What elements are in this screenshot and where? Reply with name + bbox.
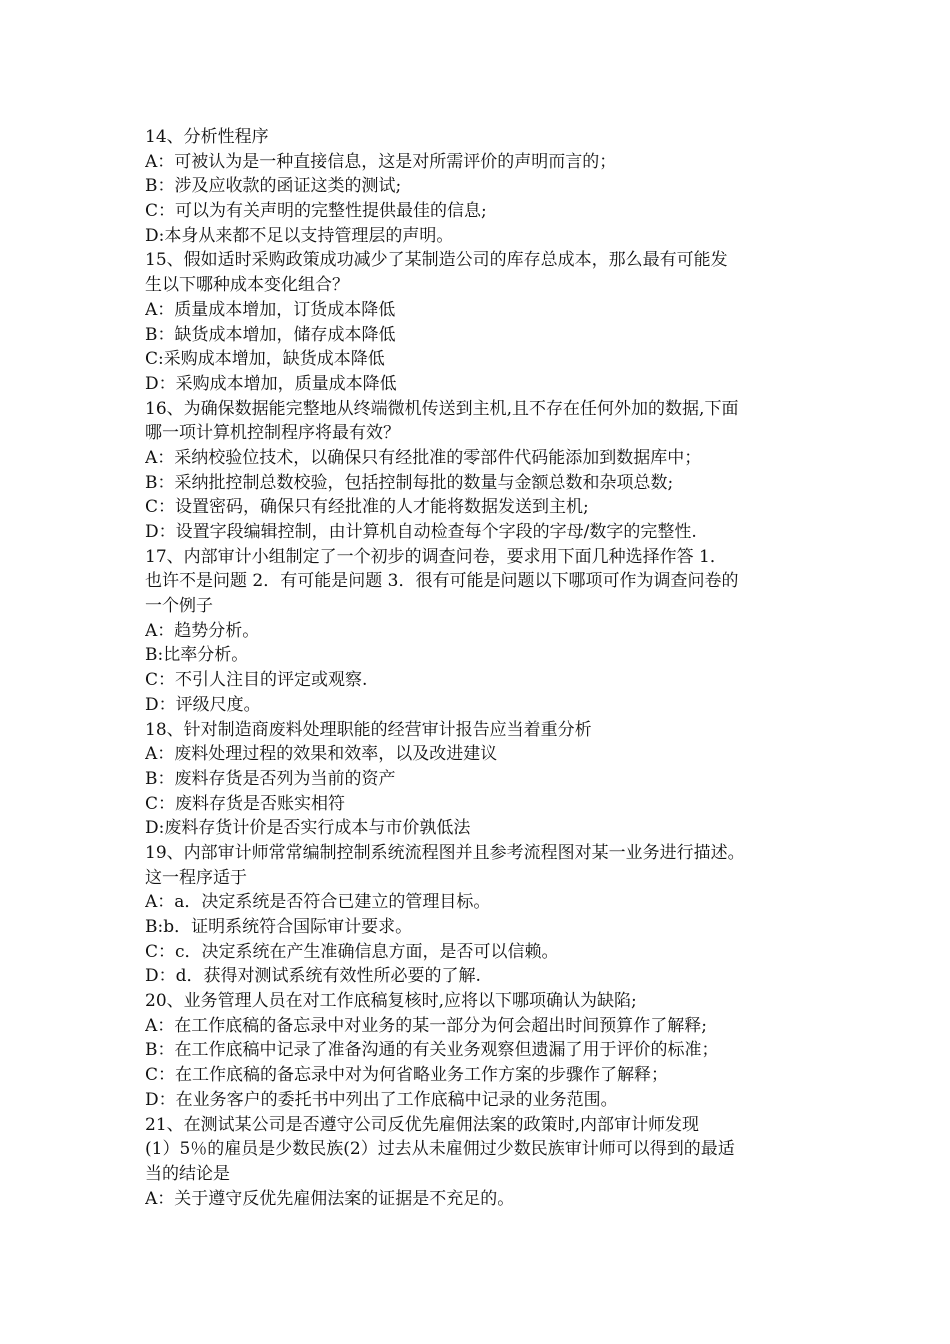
question-14-option-b: B：涉及应收款的函证这类的测试; (145, 176, 402, 197)
question-20-option-d: D：在业务客户的委托书中列出了工作底稿中记录的业务范围。 (145, 1089, 618, 1110)
question-19-option-c: C：c．决定系统在产生准确信息方面，是否可以信赖。 (145, 941, 559, 962)
question-14-option-a: A：可被认为是一种直接信息，这是对所需评价的声明而言的； (145, 151, 617, 172)
document-body (145, 125, 825, 1211)
question-17-title-cont: 一个例子 (145, 596, 213, 617)
question-16-option-d: D：设置字段编辑控制，由计算机自动检查每个字段的字母/数字的完整性. (145, 522, 697, 542)
question-15-title: 15、假如适时采购政策成功减少了某制造公司的库存总成本，那么最有可能发 (145, 250, 728, 271)
question-21-option-a: A：关于遵守反优先雇佣法案的证据是不充足的。 (145, 1188, 515, 1209)
question-18-title: 18、针对制造商废料处理职能的经营审计报告应当着重分析 (145, 719, 592, 740)
question-15-option-d: D：采购成本增加，质量成本降低 (145, 373, 397, 394)
question-16-title: 16、为确保数据能完整地从终端微机传送到主机,且不存在任何外加的数据,下面 (145, 398, 739, 419)
question-16-option-c: C：设置密码，确保只有经批准的人才能将数据发送到主机; (145, 497, 589, 518)
question-16-title-cont: 哪一项计算机控制程序将最有效？ (145, 423, 400, 444)
question-15-option-b: B：缺货成本增加，储存成本降低 (145, 324, 396, 345)
question-18-option-b: B：废料存货是否列为当前的资产 (145, 768, 396, 789)
question-21-title-cont: (1）5％的雇员是少数民族(2）过去从未雇佣过少数民族审计师可以得到的最适 (145, 1139, 735, 1160)
question-18-option-a: A：废料处理过程的效果和效率，以及改进建议 (145, 744, 498, 765)
question-15-option-a: A：质量成本增加，订货成本降低 (145, 299, 396, 320)
question-14-title: 14、分析性程序 (145, 127, 269, 147)
question-19-option-b: B:b．证明系统符合国际审计要求。 (145, 917, 413, 937)
question-19-title: 19、内部审计师常常编制控制系统流程图并且参考流程图对某一业务进行描述。 (145, 842, 745, 863)
question-14-option-d: D:本身从来都不足以支持管理层的声明。 (145, 225, 454, 246)
question-20-option-a: A：在工作底稿的备忘录中对业务的某一部分为何会超出时间预算作了解释; (145, 1015, 708, 1036)
question-20-title: 20、业务管理人员在对工作底稿复核时,应将以下哪项确认为缺陷; (145, 991, 637, 1012)
question-15-option-c: C:采购成本增加，缺货成本降低 (145, 349, 385, 370)
question-21-title: 21、在测试某公司是否遵守公司反优先雇佣法案的政策时,内部审计师发现 (145, 1114, 700, 1135)
question-17-title: 17、内部审计小组制定了一个初步的调查问卷，要求用下面几种选择作答 1． (145, 546, 727, 567)
question-17-option-b: B:比率分析。 (145, 645, 249, 666)
question-19-option-d: D：d．获得对测试系统有效性所必要的了解. (145, 966, 481, 987)
question-16-option-b: B：采纳批控制总数校验，包括控制每批的数量与金额总数和杂项总数; (145, 472, 674, 493)
question-14-option-c: C：可以为有关声明的完整性提供最佳的信息; (145, 201, 487, 222)
question-21-title-cont: 当的结论是 (145, 1163, 230, 1184)
question-20-option-c: C：在工作底稿的备忘录中对为何省略业务工作方案的步骤作了解释； (145, 1065, 669, 1086)
question-15-title-cont: 生以下哪种成本变化组合？ (145, 275, 349, 296)
question-20-option-b: B：在工作底稿中记录了准备沟通的有关业务观察但遗漏了用于评价的标准； (145, 1040, 719, 1061)
question-19-option-a: A：a．决定系统是否符合已建立的管理目标。 (145, 892, 491, 913)
question-17-option-a: A：趋势分析。 (145, 620, 260, 641)
question-16-option-a: A：采纳校验位技术，以确保只有经批准的零部件代码能添加到数据库中； (145, 447, 702, 468)
question-17-option-c: C：不引人注目的评定或观察. (145, 670, 368, 691)
question-17-title-cont: 也许不是问题 2．有可能是问题 3．很有可能是问题以下哪项可作为调查问卷的 (145, 571, 739, 592)
question-18-option-c: C：废料存货是否账实相符 (145, 793, 346, 814)
question-18-option-d: D:废料存货计价是否实行成本与市价孰低法 (145, 818, 471, 839)
question-19-title-cont: 这一程序适于 (145, 867, 247, 888)
question-17-option-d: D：评级尺度。 (145, 694, 261, 715)
